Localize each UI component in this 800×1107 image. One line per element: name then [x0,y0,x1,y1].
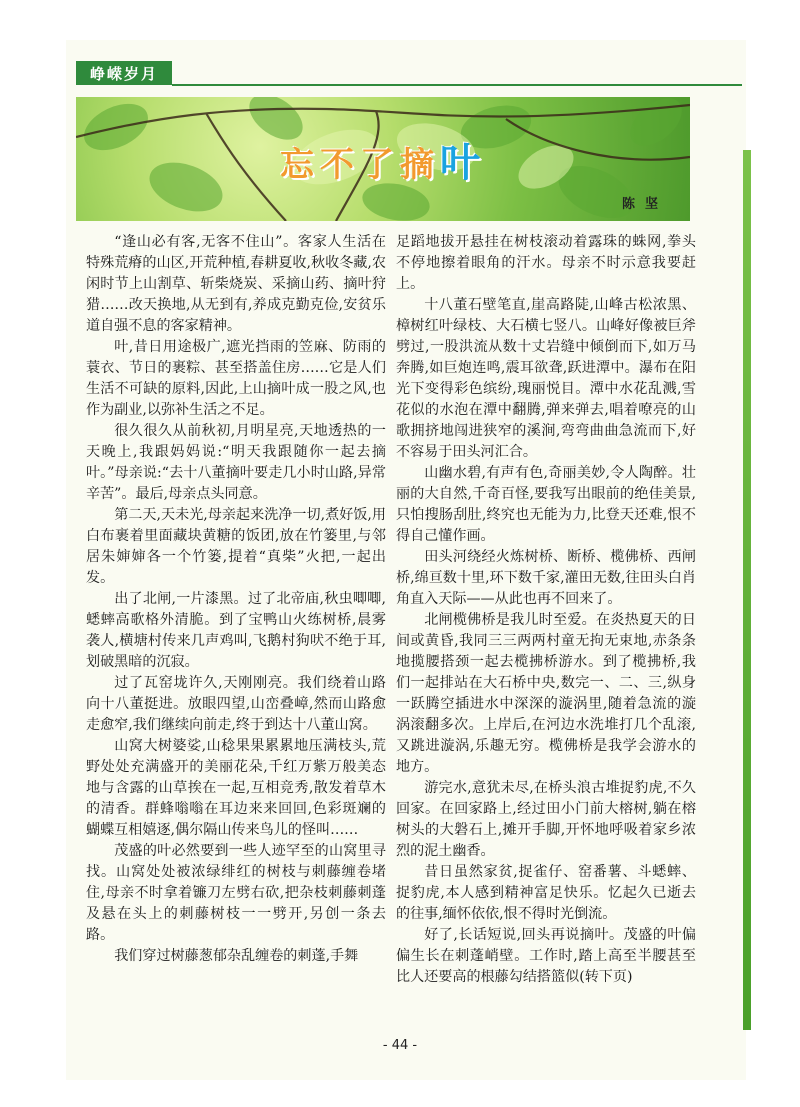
paragraph: 昔日虽然家贫,捉雀仔、窑番薯、斗蟋蟀、捉豹虎,本人感到精神富足快乐。忆起久已逝去的往事,缅怀依依,恨不得时光倒流。 [396,864,696,922]
article-title [76,131,690,188]
paragraph: 很久很久从前秋初,月明星亮,天地透热的一天晚上,我跟妈妈说:“明天我跟随你一起去摘叶。”母亲说:“去十八董摘叶要走几小时山路,异常辛苦”。最后,母亲点头同意。 [86,423,386,502]
paragraph: 茂盛的叶必然要到一些人迹罕至的山窝里寻找。山窝处处被浓绿绯红的树枝与刺藤缠卷堵住,母亲不时拿着镰刀左劈右砍,把杂枝刺藤刺蓬及悬在头上的刺藤树枝一一劈开,另创一条去路。 [86,843,386,943]
paragraph: 山窝大树婆娑,山稔果果累累地压满枝头,荒野处处充满盛开的美丽花朵,千红万紫万般美态地与含露的山草挨在一起,互相竞秀,散发着草木的清香。群蜂嗡嗡在耳边来来回回,色彩斑斓的蝴蝶互相嬉逐,偶尔隔山传来鸟儿的怪叫…… [86,738,386,838]
right-column [396,232,696,988]
paragraph: 北闸榄佛桥是我儿时至爱。在炎热夏天的日间或黄昏,我同三三两两村童无拘无束地,赤条条地揽腰搭颈一起去榄拂桥游水。到了榄拂桥,我们一起排站在大石桥中央,数完一、二、三,纵身一跃腾空插进水中深深的漩涡里,随着急流的漩涡滚翻多次。上岸后,在河边水洗堆打几个乱滚,又跳进漩涡,乐趣无穷。榄佛桥是我学会游水的地方。 [396,612,696,775]
section-label: 峥嵘岁月 [76,61,172,85]
paragraph: 我们穿过树藤葱郁杂乱缠卷的刺蓬,手舞 [114,948,359,964]
paragraph: 田头河绕经火炼树桥、断桥、榄佛桥、西闸桥,绵亘数十里,环下数千家,灌田无数,往田头白肖角直入天际——从此也再不回来了。 [396,549,696,607]
paragraph: 出了北闸,一片漆黑。过了北帝庙,秋虫唧唧,蟋蟀高歌格外清脆。到了宝鸭山火练树桥,晨雾袭人,横塘村传来几声鸡叫,飞鹅村狗吠不绝于耳,划破黑暗的沉寂。 [86,591,386,670]
paragraph: 过了瓦窑垅许久,天刚刚亮。我们绕着山路向十八董挺进。放眼四望,山峦叠嶂,然而山路愈走愈窄,我们继续向前走,终于到达十八董山窝。 [86,675,386,733]
paragraph: 第二天,天未光,母亲起来洗净一切,煮好饭,用白布裹着里面藏块黄糖的饭团,放在竹篓里,与邻居朱婶婶各一个竹篓,提着“真柴”火把,一起出发。 [86,507,386,586]
paragraph: 足蹈地拔开悬挂在树枝滚动着露珠的蛛网,拳头不停地擦着眼角的汗水。母亲不时示意我要赶上。 [396,234,696,292]
paragraph: “逢山必有客,无客不住山”。客家人生活在特殊荒瘠的山区,开荒种植,春耕夏收,秋收冬藏,农闲时节上山割草、斩柴烧炭、采摘山药、摘叶狩猎……改天换地,从无到有,养成克勤克俭,安贫乐道自强不息的客家精神。 [86,234,386,334]
paragraph: 山幽水碧,有声有色,奇丽美妙,令人陶醉。壮丽的大自然,千奇百怪,要我写出眼前的绝佳美景,只怕搜肠刮肚,终究也无能为力,比登天还难,恨不得自己懂作画。 [396,465,696,544]
header-rule [172,84,742,86]
left-column [86,232,386,967]
page-number: - 44 - [382,1038,418,1053]
title-main: 忘不了摘 [280,145,440,185]
paragraph: 叶,昔日用途极广,遮光挡雨的笠麻、防雨的蓑衣、节日的裹粽、甚至搭盖住房……它是人们生活不可缺的原料,因此,上山摘叶成一股之风,也作为副业,以弥补生活之不足。 [86,339,386,418]
title-highlight: 叶 [440,140,486,186]
edge-green-bar [743,150,751,1030]
paragraph: 好了,长话短说,回头再说摘叶。茂盛的叶偏偏生长在刺蓬峭壁。工作时,踏上高至半腰甚至比人还要高的根藤勾结搭篮似(转下页) [396,927,696,985]
author-name: 陈坚 [621,197,668,212]
paragraph: 十八董石壁笔直,崖高路陡,山峰古松浓黑、樟树红叶绿枝、大石横七竖八。山峰好像被巨斧劈过,一股洪流从数十丈岩缝中倾倒而下,如万马奔腾,如巨炮连鸣,震耳欲聋,跃进潭中。瀑布在阳光下变得彩色缤纷,瑰丽悦目。潭中水花乱溅,雪花似的水泡在潭中翻腾,弹来弹去,唱着嘹亮的山歌拥挤地闯进狭窄的溪涧,弯弯曲曲急流而下,好不容易于田头河汇合。 [396,297,696,460]
title-banner [76,97,690,221]
paragraph: 游完水,意犹未尽,在桥头浪古堆捉豹虎,不久回家。在回家路上,经过田小门前大榕树,躺在榕树头的大磐石上,摊开手脚,开怀地呼吸着家乡浓烈的泥土幽香。 [396,780,696,859]
